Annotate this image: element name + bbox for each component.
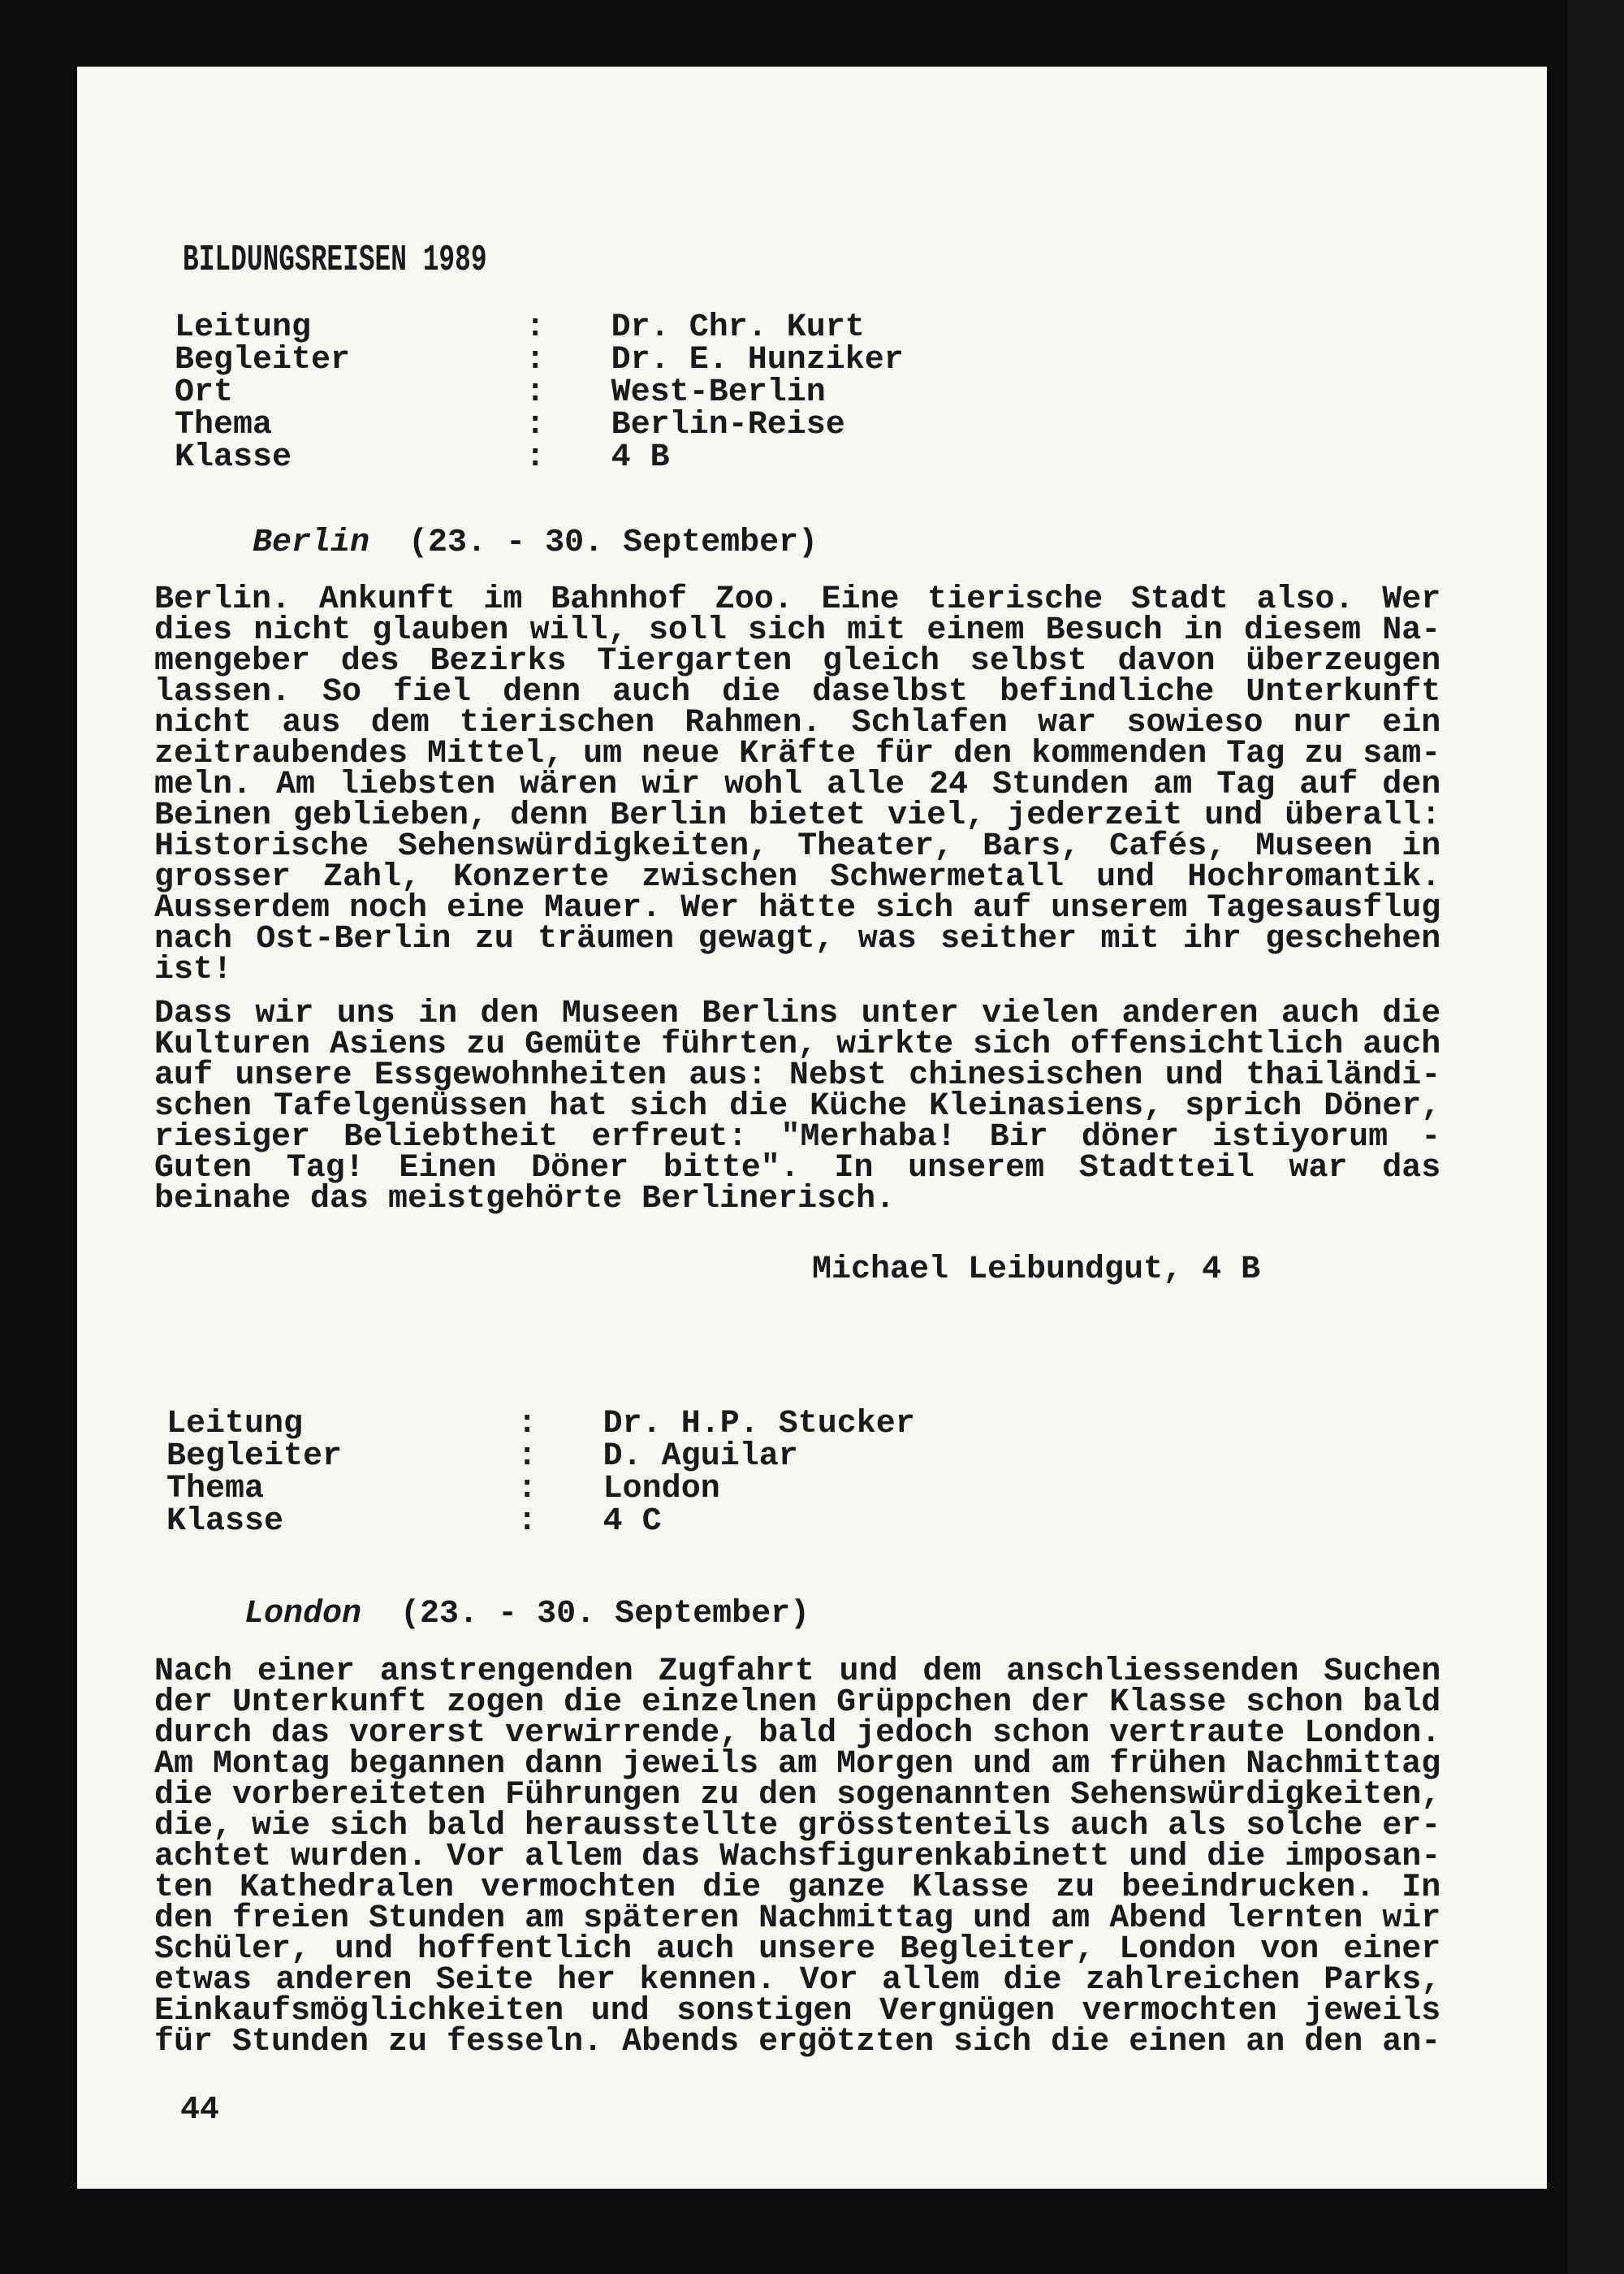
text-line: für Stunden zu fesseln. Abends ergötzten sich die einen an den an- (154, 2024, 1441, 2060)
text-line: den freien Stunden am späteren Nachmittag und am Abend lernten wir (154, 1900, 1441, 1937)
text-line: durch das vorerst verwirrende, bald jedoch schon vertraute London. (154, 1715, 1441, 1752)
metadata-value: Dr. E. Hunziker (611, 342, 904, 378)
metadata-label: Begleiter (166, 1438, 343, 1475)
text-line: dies nicht glauben will, soll sich mit einem Besuch in diesem Na- (154, 612, 1441, 649)
metadata-row (175, 439, 904, 476)
metadata-row (166, 1503, 915, 1540)
text-line: ten Kathedralen vermochten die ganze Klasse zu beeindrucken. In (154, 1870, 1441, 1906)
text-line: die, wie sich bald herausstellte grösstenteils auch als solche er- (154, 1808, 1441, 1844)
text-line: Guten Tag! Einen Döner bitte". In unserem Stadtteil war das (154, 1150, 1441, 1187)
trip-berlin-signature: Michael Leibundgut, 4 B (812, 1252, 1261, 1288)
metadata-separator: : (525, 407, 546, 443)
text-line: schen Tafelgenüssen hat sich die Küche Kleinasiens, sprich Döner, (154, 1088, 1441, 1125)
trip-london-paragraph-1 (154, 1654, 1441, 2060)
metadata-label: Klasse (166, 1503, 284, 1540)
metadata-row (166, 1473, 915, 1506)
trip-london-dates: (23. - 30. September) (400, 1596, 810, 1632)
scanner-edge-band (1567, 0, 1624, 2274)
metadata-row (166, 1408, 915, 1441)
text-line: Beinen geblieben, denn Berlin bietet viel, jederzeit und überall: (154, 798, 1441, 834)
metadata-separator: : (517, 1438, 538, 1475)
text-line: nicht aus dem tierischen Rahmen. Schlafen war sowieso nur ein (154, 705, 1441, 741)
trip-london-metadata (166, 1408, 915, 1538)
text-line: grosser Zahl, Konzerte zwischen Schwermetall und Hochromantik. (154, 859, 1441, 896)
metadata-value: 4 C (603, 1503, 662, 1540)
metadata-label: Leitung (166, 1406, 304, 1442)
metadata-label: Leitung (175, 309, 312, 346)
page-title: BILDUNGSREISEN 1989 (183, 240, 487, 281)
text-line: Nach einer anstrengenden Zugfahrt und dem anschliessenden Suchen (154, 1654, 1441, 1690)
metadata-value: Dr. H.P. Stucker (603, 1406, 915, 1442)
metadata-separator: : (517, 1471, 538, 1507)
metadata-value: D. Aguilar (603, 1438, 798, 1475)
trip-london-place: London (244, 1596, 362, 1632)
metadata-separator: : (517, 1503, 538, 1540)
metadata-label: Thema (166, 1471, 265, 1507)
trip-london-heading (166, 1566, 810, 1663)
text-line: auf unsere Essgewohnheiten aus: Nebst chinesischen und thailändi- (154, 1057, 1441, 1094)
metadata-separator: : (525, 439, 546, 476)
text-line: lassen. So fiel denn auch die daselbst befindliche Unterkunft (154, 674, 1441, 711)
metadata-value: London (603, 1471, 720, 1507)
metadata-label: Begleiter (175, 342, 351, 378)
text-line: der Unterkunft zogen die einzelnen Grüppchen der Klasse schon bald (154, 1684, 1441, 1721)
metadata-value: 4 B (611, 439, 670, 476)
metadata-row (166, 1438, 915, 1475)
metadata-separator: : (525, 309, 546, 346)
metadata-value: West-Berlin (611, 374, 826, 411)
text-line: die vorbereiteten Führungen zu den sogenannten Sehenswürdigkeiten, (154, 1777, 1441, 1814)
trip-berlin-heading (175, 495, 818, 592)
metadata-label: Thema (175, 407, 273, 443)
metadata-separator: : (517, 1406, 538, 1442)
metadata-row (175, 374, 904, 411)
text-line: ist! (154, 952, 233, 988)
text-line: Einkaufsmöglichkeiten und sonstigen Vergnügen vermochten jeweils (154, 1993, 1441, 2030)
text-line: nach Ost-Berlin zu träumen gewagt, was seither mit ihr geschehen (154, 921, 1441, 958)
metadata-separator: : (525, 374, 546, 411)
document-page (77, 67, 1547, 2189)
text-line: Berlin. Ankunft im Bahnhof Zoo. Eine tierische Stadt also. Wer (154, 581, 1441, 618)
trip-berlin-metadata (175, 309, 904, 476)
metadata-value: Dr. Chr. Kurt (611, 309, 865, 346)
text-line: Kulturen Asiens zu Gemüte führten, wirkte sich offensichtlich auch (154, 1027, 1441, 1063)
page-number: 44 (180, 2092, 220, 2129)
text-line: mengeber des Bezirks Tiergarten gleich selbst davon überzeugen (154, 643, 1441, 680)
text-line: zeitraubendes Mittel, um neue Kräfte für den kommenden Tag zu sam- (154, 736, 1441, 772)
text-line: Ausserdem noch eine Mauer. Wer hätte sich auf unserem Tagesausflug (154, 890, 1441, 927)
trip-berlin-paragraph-1 (154, 581, 1441, 988)
metadata-row (175, 309, 904, 346)
text-line: meln. Am liebsten wären wir wohl alle 24 Stunden am Tag auf den (154, 767, 1441, 803)
metadata-row (175, 344, 904, 377)
text-line: beinahe das meistgehörte Berlinerisch. (154, 1181, 896, 1217)
text-line: Schüler, und hoffentlich auch unsere Begleiter, London von einer (154, 1931, 1441, 1968)
text-line: etwas anderen Seite her kennen. Vor allem die zahlreichen Parks, (154, 1962, 1441, 1999)
trip-berlin-paragraph-2 (154, 996, 1441, 1217)
trip-berlin-place: Berlin (253, 525, 370, 561)
text-line: Historische Sehenswürdigkeiten, Theater, Bars, Cafés, Museen in (154, 828, 1441, 865)
metadata-label: Ort (175, 374, 234, 411)
metadata-value: Berlin-Reise (611, 407, 845, 443)
metadata-label: Klasse (175, 439, 292, 476)
metadata-row (175, 409, 904, 442)
text-line: Am Montag begannen dann jeweils am Morgen und am frühen Nachmittag (154, 1746, 1441, 1783)
text-line: achtet wurden. Vor allem das Wachsfigurenkabinett und die imposan- (154, 1839, 1441, 1875)
text-line: Dass wir uns in den Museen Berlins unter vielen anderen auch die (154, 996, 1441, 1032)
trip-berlin-dates: (23. - 30. September) (408, 525, 818, 561)
text-line: riesiger Beliebtheit erfreut: "Merhaba! Bir döner istiyorum - (154, 1119, 1441, 1156)
metadata-separator: : (525, 342, 546, 378)
